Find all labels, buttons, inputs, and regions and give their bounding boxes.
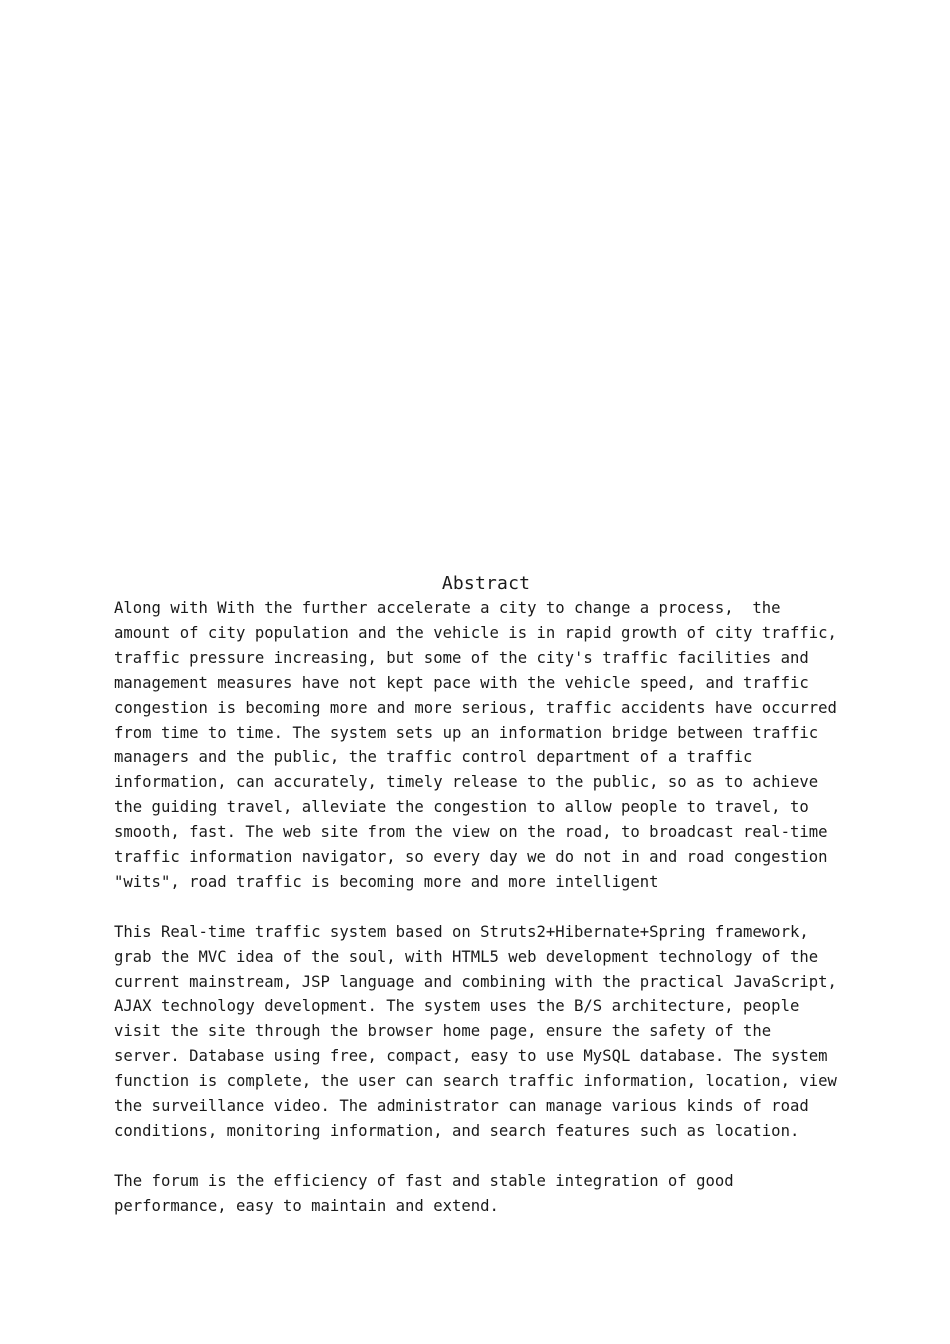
text-line: conditions, monitoring information, and search features such as location. — [114, 1122, 800, 1141]
text-line: from time to time. The system sets up an information bridge between traffic — [114, 723, 819, 742]
text-line: amount of city population and the vehicle is in rapid growth of city traffic, — [114, 623, 837, 642]
text-line: current mainstream, JSP language and combining with the practical JavaScript, — [114, 972, 837, 991]
text-line: management measures have not kept pace with the vehicle speed, and traffic — [114, 673, 809, 692]
text-line: traffic pressure increasing, but some of the city's traffic facilities and — [114, 648, 809, 667]
text-line: "wits", road traffic is becoming more and more intelligent — [114, 872, 659, 891]
text-line: The forum is the efficiency of fast and stable integration of good — [114, 1171, 734, 1190]
text-line: congestion is becoming more and more serious, traffic accidents have occurred — [114, 698, 837, 717]
text-line: performance, easy to maintain and extend. — [114, 1196, 499, 1215]
text-line: the surveillance video. The administrator can manage various kinds of road — [114, 1097, 809, 1116]
text-line: information, can accurately, timely release to the public, so as to achieve — [114, 773, 819, 792]
text-line: visit the site through the browser home page, ensure the safety of the — [114, 1022, 772, 1041]
abstract-paragraph-2 — [114, 920, 858, 1144]
text-line: the guiding travel, alleviate the congestion to allow people to travel, to — [114, 798, 809, 817]
text-line: server. Database using free, compact, easy to use MySQL database. The system — [114, 1047, 828, 1066]
text-line: smooth, fast. The web site from the view on the road, to broadcast real-time — [114, 823, 828, 842]
abstract-title: Abstract — [441, 573, 531, 594]
abstract-paragraph-1 — [114, 596, 858, 895]
abstract-paragraph-3 — [114, 1169, 858, 1219]
text-line: This Real-time traffic system based on Struts2+Hibernate+Spring framework, — [114, 922, 809, 941]
text-line: function is complete, the user can search traffic information, location, view — [114, 1072, 837, 1091]
text-line: AJAX technology development. The system uses the B/S architecture, people — [114, 997, 800, 1016]
abstract-section — [114, 572, 858, 1219]
text-line: Along with With the further accelerate a city to change a process, the — [114, 599, 781, 617]
text-line: traffic information navigator, so every day we do not in and road congestion — [114, 848, 828, 867]
text-line: grab the MVC idea of the soul, with HTML5 web development technology of the — [114, 947, 819, 966]
text-line: managers and the public, the traffic control department of a traffic — [114, 748, 753, 767]
